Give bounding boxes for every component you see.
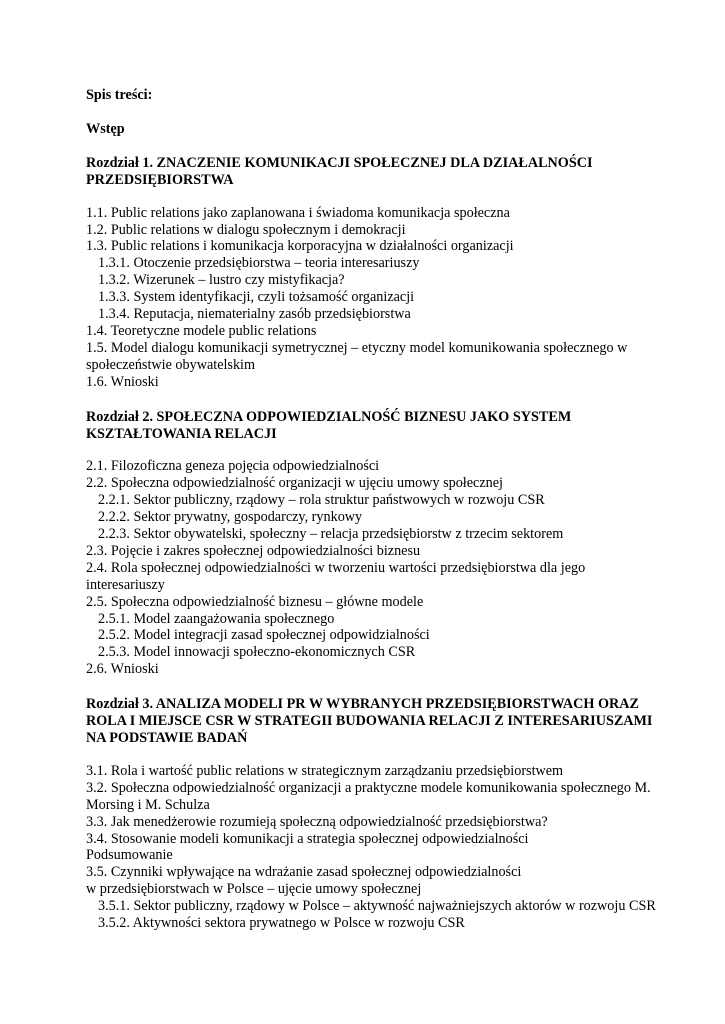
toc-subentry: 1.3.2. Wizerunek – lustro czy mistyfikacja? — [98, 272, 345, 289]
toc-subentry: 2.2.1. Sektor publiczny, rządowy – rola struktur państwowych w rozwoju CSR — [98, 492, 545, 509]
toc-entry: 1.5. Model dialogu komunikacji symetrycznej – etyczny model komunikowania społecznego w społeczeństwie obywatelskim — [86, 339, 628, 373]
toc-subentry: 2.2.3. Sektor obywatelski, społeczny – relacja przedsiębiorstw z trzecim sektorem — [98, 526, 564, 543]
toc-subentry: 2.5.3. Model innowacji społeczno-ekonomicznych CSR — [98, 644, 416, 661]
intro-heading: Wstęp — [86, 120, 125, 137]
toc-entry: 1.3. Public relations i komunikacja korporacyjna w działalności organizacji — [86, 238, 514, 255]
toc-subentry: 1.3.1. Otoczenie przedsiębiorstwa – teoria interesariuszy — [98, 255, 420, 272]
toc-entry: 2.4. Rola społecznej odpowiedzialności w tworzeniu wartości przedsiębiorstwa dla jego interesariuszy — [86, 559, 586, 593]
chapter-3 — [86, 696, 656, 932]
toc-entry: Podsumowanie — [86, 847, 173, 864]
chapter-title: Rozdział 2. SPOŁECZNA ODPOWIEDZIALNOŚĆ BIZNESU JAKO SYSTEM KSZTAŁTOWANIA RELACJI — [86, 408, 572, 442]
toc-entry: 2.5. Społeczna odpowiedzialność biznesu – główne modele — [86, 593, 424, 610]
toc-entry: 2.6. Wnioski — [86, 661, 159, 678]
toc-entry: 2.3. Pojęcie i zakres społecznej odpowiedzialności biznesu — [86, 542, 421, 559]
toc-entry: 1.6. Wnioski — [86, 373, 159, 390]
toc-entry: w przedsiębiorstwach w Polsce – ujęcie umowy społecznej — [86, 881, 422, 898]
toc-subentry: 3.5.2. Aktywności sektora prywatnego w Polsce w rozwoju CSR — [98, 915, 465, 932]
toc-subentry: 2.2.2. Sektor prywatny, gospodarczy, rynkowy — [98, 509, 363, 526]
chapter-title: Rozdział 1. ZNACZENIE KOMUNIKACJI SPOŁECZNEJ DLA DZIAŁALNOŚCI PRZEDSIĘBIORSTWA — [86, 154, 593, 188]
toc-subentry: 1.3.4. Reputacja, niematerialny zasób przedsiębiorstwa — [98, 306, 411, 323]
chapter-1 — [86, 155, 656, 391]
toc-subentry: 2.5.2. Model integracji zasad społecznej odpowidzialności — [98, 627, 430, 644]
toc-entry: 1.2. Public relations w dialogu społecznym i demokracji — [86, 221, 406, 238]
toc-entry: 3.1. Rola i wartość public relations w strategicznym zarządzaniu przedsiębiorstwem — [86, 762, 564, 779]
toc-entry: 1.4. Teoretyczne modele public relations — [86, 322, 317, 339]
toc-title: Spis treści: — [86, 87, 153, 103]
toc-entry: 3.2. Społeczna odpowiedzialność organizacji a praktyczne modele komunikowania społecznego M. Morsing i M. Schulza — [86, 779, 651, 813]
toc-subentry: 1.3.3. System identyfikacji, czyli tożsamość organizacji — [98, 289, 415, 306]
chapter-2 — [86, 409, 656, 679]
toc-entry: 3.4. Stosowanie modeli komunikacji a strategia społecznej odpowiedzialności — [86, 830, 529, 847]
toc-entry: 2.1. Filozoficzna geneza pojęcia odpowiedzialności — [86, 458, 380, 475]
toc-subentry: 2.5.1. Model zaangażowania społecznego — [98, 610, 335, 627]
chapter-title: Rozdział 3. ANALIZA MODELI PR W WYBRANYCH PRZEDSIĘBIORSTWACH ORAZ ROLA I MIEJSCE CSR W STRATEGII BUDOWANIA RELACJI Z INTERESARIUSZAMI NA PODSTAWIE BADAŃ — [86, 696, 653, 746]
table-of-contents — [86, 87, 656, 950]
toc-subentry: 3.5.1. Sektor publiczny, rządowy w Polsce – aktywność najważniejszych aktorów w rozwoju CSR — [98, 898, 656, 915]
toc-entry: 1.1. Public relations jako zaplanowana i świadoma komunikacja społeczna — [86, 204, 510, 221]
toc-entry: 3.3. Jak menedżerowie rozumieją społeczną odpowiedzialność przedsiębiorstwa? — [86, 813, 548, 830]
toc-entry: 3.5. Czynniki wpływające na wdrażanie zasad społecznej odpowiedzialności — [86, 864, 522, 881]
toc-entry: 2.2. Społeczna odpowiedzialność organizacji w ujęciu umowy społecznej — [86, 475, 503, 492]
